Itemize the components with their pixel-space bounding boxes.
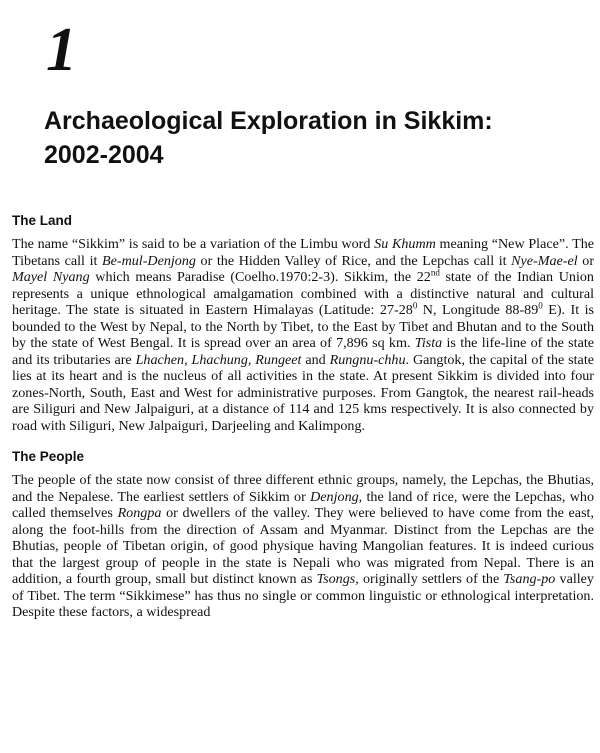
text-run: is the life-line of the state and its tributaries are (12, 335, 594, 368)
italic-term: Tsongs (316, 571, 356, 587)
body-text (12, 212, 594, 621)
text-run: and (301, 351, 330, 368)
text-run: , originally settlers of the (355, 571, 504, 587)
text-run: The name “Sikkim” is said to be a variation of the Limbu word (12, 236, 375, 252)
text-run: state of the Indian Union represents a unique ethnological amalgamation combined with a distinctive natural and cultural heritage. The state is situated in Eastern Himalayas (Latitude: 27-28 (12, 269, 594, 318)
text-run: E). It is bounded to the West by Nepal, to the North by Tibet, to the East by Tibet and Bhutan and to the South by the state of West Bengal. It is spread over an area of 7,896 sq km. (12, 302, 594, 351)
text-run: which means Paradise (Coelho.1970:2-3). Sikkim, the 22 (89, 269, 431, 285)
chapter-number: 1 (46, 16, 77, 84)
section-the-land (12, 212, 594, 434)
italic-term: Be-mul-Denjong (102, 252, 196, 269)
italic-term: Rongpa (117, 505, 162, 521)
text-run: meaning “New Place”. The Tibetans call it (12, 236, 594, 269)
italic-term: Tsang-po (503, 571, 556, 587)
superscript-text: nd (430, 267, 440, 278)
italic-term: Rungnu-chhu (329, 351, 406, 368)
text-run: or the Hidden Valley of Rice, and the Lepchas call it (195, 252, 512, 269)
italic-term: Tista (414, 335, 443, 351)
italic-term: Mayel Nyang (12, 269, 90, 285)
chapter-title (44, 104, 574, 172)
section-heading: The People (12, 449, 85, 464)
section-the-people (12, 448, 594, 621)
italic-term: Denjong (310, 488, 359, 505)
superscript-text: 0 (412, 300, 418, 311)
italic-term: Lhachen, Lhachung, Rungeet (135, 351, 302, 368)
text-run: or (577, 252, 595, 269)
chapter-title-line2: 2002-2004 (44, 141, 164, 169)
section-paragraph (12, 236, 594, 434)
chapter-title-line1: Archaeological Exploration in Sikkim: (44, 107, 493, 135)
italic-term: Su Khumm (374, 236, 436, 252)
superscript-text: 0 (538, 300, 543, 311)
text-run: N, Longitude 88-89 (417, 302, 539, 318)
italic-term: Nye-Mae-el (511, 252, 578, 269)
section-paragraph (12, 472, 594, 621)
text-run: . Gangtok, the capital of the state lies at its heart and is the nucleus of all activities in the state. At present Sikkim is divided into four zones-North, South, East and West for administrative purposes. From Gangtok, the nearest rail-heads are Siliguri and New Jalpaiguri, at a distance of 114 and 125 kms respectively. It is also connected by road with Siliguri, New Jalpaiguri, Darjeeling and Kalimpong. (12, 351, 594, 434)
text-run: , the land of rice, were the Lepchas, who called themselves (12, 488, 594, 521)
text-run: The people of the state now consist of three different ethnic groups, namely, the Lepchas, the Bhutias, and the Nepalese. The earliest settlers of Sikkim or (12, 472, 594, 505)
text-run: or dwellers of the valley. They were believed to have come from the east, along the foot-hills from the direction of Assam and Myanmar. Distinct from the Lepchas are the Bhutias, people of Tibetan origin, of good physique having Mangolian features. It is indeed curious that the largest group of people in the state is Nepali who was migrated from Nepal. There is an addition, a fourth group, small but distinct known as (12, 505, 594, 587)
section-heading: The Land (12, 213, 72, 228)
text-run: valley of Tibet. The term “Sikkimese” has thus no single or common linguistic or ethnological interpretation. Despite these factors, a widespread (12, 571, 594, 620)
